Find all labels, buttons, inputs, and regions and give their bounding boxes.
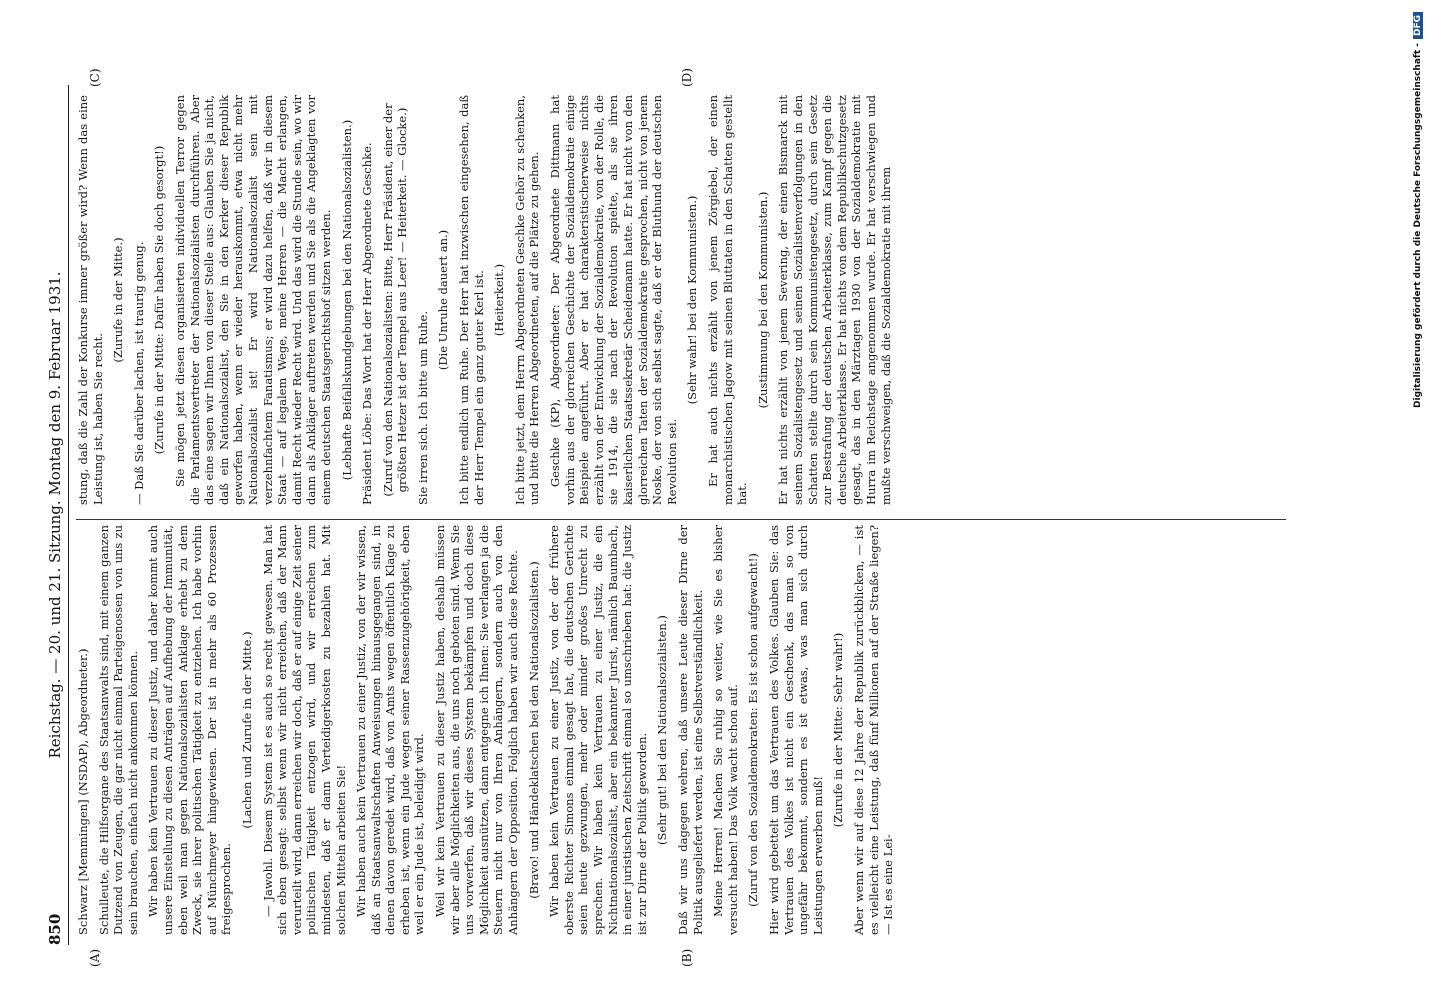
right-text-column <box>76 95 899 505</box>
paragraph: Meine Herren! Machen Sie ruhig so weiter, wie Sie es bisher versucht haben! Das Volk wacht schon auf. <box>711 525 740 935</box>
interjection: (Die Unruhe dauert an.) <box>436 229 451 371</box>
funding-text: Digitalisierung gefördert durch die Deutsche Forschungsgemeinschaft - <box>1413 43 1423 408</box>
rotated-page-content <box>40 68 1300 967</box>
interjection: (Zurufe in der Mitte: Sehr wahr!) <box>831 632 846 828</box>
paragraph: Schwarz [Memmingen] (NSDAP), Abgeordneter.) <box>76 648 90 935</box>
interjection: (Bravo! und Händeklatschen bei den Nationalsozialisten.) <box>526 561 541 899</box>
margin-mark-b: (B) <box>680 948 694 967</box>
interjection: (Heiterkeit.) <box>492 263 507 337</box>
paragraph: Weil wir kein Vertrauen zu dieser Justiz haben, deshalb müssen wir aber alle Möglichkeiten aus, die uns noch geboten sind. Wenn Sie uns vorwerfen, daß wir dieses System bekämpfen und doch diese Möglichkeit ausnützen, dann entgegne ich Ihnen: Sie verlangen ja die Steuern nicht nur von Ihren Anhängern, sondern auch von den Anhängern der Opposition. Folglich haben wir auch diese Rechte. <box>433 525 521 935</box>
paragraph: Wir haben kein Vertrauen zu dieser Justiz, und daher kommt auch unsere Einstellung zu diesen Anträgen auf Aufhebung der Immunität, eben weil man gegen Nationalsozialisten Anklage erhebt zu dem Zweck, sie ihrer politischen Tätigkeit zu entziehen. Ich habe vorhin auf Münchmeyer hingewiesen. Der ist in mehr als 60 Prozessen freigesprochen. <box>146 525 234 935</box>
paragraph: — Daß Sie darüber lachen, ist traurig genug. <box>131 241 146 505</box>
left-text-column <box>76 525 902 935</box>
paragraph: Wir haben auch kein Vertrauen zu einer Justiz, von der wir wissen, daß an Staatsanwaltschaften Anweisungen hinausgegangen sind, in denen davon geredet wird, daß von Amts wegen öffentlich Klage zu erheben ist, wenn ein Jude wegen seiner Rassenzugehörigkeit, eben weil er ein Jude ist, beleidigt wird. <box>354 525 427 935</box>
column-separator <box>76 519 1286 520</box>
funding-sidebar <box>1413 12 1431 987</box>
paragraph: — Jawohl. Diesem System ist es auch so recht gewesen. Man hat sich eben gesagt: selbst wenn wir nicht erreichen, daß der Mann verurteilt wird, dann erreichen wir doch, daß er auf einige Zeit seiner politischen Tätigkeit entzogen wird, und wir erreichen zum mindesten, daß er dann Verteidigerkosten zu bezahlen hat. Mit solchen Mitteln arbeiten Sie! <box>260 525 348 935</box>
interjection: (Zurufe in der Mitte: Dafür haben Sie doch gesorgt!) <box>152 145 167 455</box>
interjection: (Zurufe in der Mitte.) <box>111 237 126 363</box>
dfg-logo: DFG <box>1413 12 1423 39</box>
funding-note <box>1413 12 1431 987</box>
interjection: (Zustimmung bei den Kommunisten.) <box>755 191 770 409</box>
paragraph: Wir haben kein Vertrauen zu einer Justiz, von der der frühere oberste Richter Simons einmal gesagt hat, die deutschen Gerichte seien heute gezwungen, mehr oder minder großes Unrecht zu sprechen. Wir haben kein Vertrauen zu einer Justiz, die ein Nichtnationalsozialist, aber ein bekannter Jurist, nämlich Baumbach, in einer juristischen Zeitschrift einmal so umschrieben hat: die Justiz ist zur Dirne der Politik geworden. <box>547 525 649 935</box>
interjection: (Lebhafte Beifallskundgebungen bei den Nationalsozialisten.) <box>339 119 354 481</box>
paragraph: Präsident Löbe: Das Wort hat der Herr Abgeordnete Geschke. <box>360 142 375 505</box>
interjection: (Zuruf von den Sozialdemokraten: Es ist schon aufgewacht!) <box>746 553 761 907</box>
running-header <box>40 85 70 945</box>
paragraph: Er hat auch nichts erzählt von jenem Zörgiebel, der einen monarchistischen Jagow mit seinen Bluttaten in den Schatten gestellt hat. <box>705 95 750 505</box>
paragraph: Schulleute, die Hilfsorgane des Staatsanwalts sind, mit einem ganzen Dutzend von Zeugen, die gar nicht einmal Parteigenossen von uns zu sein brauchen, einfach nicht ankommen können. <box>96 525 140 935</box>
header-rule <box>68 85 69 945</box>
paragraph: stung, daß die Zahl der Konkurse immer größer wird? Wenn das eine Leistung ist, haben Sie recht. <box>76 95 105 505</box>
interjection: (Sehr wahr! bei den Kommunisten.) <box>685 195 700 405</box>
paragraph: Sie mögen jetzt diesen organisierten individuellen Terror gegen die Parlamentsvertreter der Nationalsozialisten durchführen. Aber das eine sagen wir Ihnen von dieser Stelle aus: Glauben Sie ja nicht, daß ein Nationalsozialist, den Sie in den Kerker dieser Republik geworfen haben, wenn er wieder herauskommt, etwa nicht mehr Nationalsozialist ist! Er wird Nationalsozialist sein mit verzehnfachtem Fanatismus; er wird dazu helfen, daß wir in diesem Staat — auf legalem Wege, meine Herren — die Macht erlangen, damit Recht wieder Recht wird. Und das wird die Stunde sein, wo wir dann als Ankläger auftreten werden und Sie als die Angeklagten vor einem deutschen Staatsgerichtshof sitzen werden. <box>172 95 333 505</box>
paragraph: Geschke (KP), Abgeordneter: Der Abgeordnete Dittmann hat vorhin aus der glorreichen Geschichte der Sozialdemokratie einige Beispiele angeführt. Aber er hat charakteristischerweise nichts erzählt von der Entwicklung der Sozialdemokratie, von der Rolle, die sie 1914, die sie nach der Revolution spielte, als sie ihren kaiserlichen Staatssekretär Scheidemann hatte. Er hat nicht von den glorreichen Taten der Sozialdemokratie gesprochen, nicht von jenem Noske, der von sich selbst sagte, daß er der Bluthund der deutschen Revolution sei. <box>548 95 679 505</box>
margin-mark-c: (C) <box>88 68 102 87</box>
page-number: 850 <box>46 913 64 945</box>
margin-mark-d: (D) <box>680 68 694 87</box>
interjection: (Lachen und Zurufe in der Mitte.) <box>239 631 254 829</box>
paragraph: Hier wird gebettelt um das Vertrauen des Volkes. Glauben Sie: das Vertrauen des Volkes ist nicht ein Geschenk, das man so von ungefähr bekommt, sondern es ist etwas, was man sich durch Leistungen erwerben muß! <box>766 525 825 935</box>
header-title: Reichstag. — 20. und 21. Sitzung. Montag den 9. Februar 1931. <box>46 271 64 759</box>
paragraph: Er hat nichts erzählt von jenem Severing, der einen Bismarck mit seinem Sozialistengesetz und seinen Sozialistenverfolgungen in den Schatten stellte durch sein Kommunistengesetz, durch sein Gesetz zur Bestrafung der deutschen Arbeiterklasse, zum Kampf gegen die deutsche Arbeiterklasse. Er hat nichts von dem Republikschutzgesetz gesagt, das in den Märztagen 1930 von der Sozialdemokratie mit Hurra im Reichstage angenommen wurde. Er hat verschwiegen und mußte verschweigen, daß die Sozialdemokratie mit ihrem <box>776 95 893 505</box>
paragraph: Ich bitte jetzt, dem Herrn Abgeordneten Geschke Gehör zu schenken, und bitte die Herren Abgeordneten, auf die Plätze zu gehen. <box>512 95 542 505</box>
paragraph: Ich bitte endlich um Ruhe. Der Herr hat inzwischen eingesehen, daß der Herr Tempel ein ganz guter Kerl ist. <box>457 95 486 505</box>
margin-mark-a: (A) <box>88 948 102 967</box>
interjection: (Zuruf von den Nationalsozialisten: Bitte, Herr Präsident, einer der größten Hetzer ist der Tempel aus Leer! — Heiterkeit. — Glocke.) <box>380 103 410 497</box>
paragraph: Daß wir uns dagegen wehren, daß unsere Leute dieser Dirne der Politik ausgeliefert werden, ist eine Selbstverständlichkeit. <box>675 525 705 935</box>
paragraph: Aber wenn wir auf diese 12 Jahre der Republik zurückblicken, — ist es vielleicht eine Leistung, daß fünf Millionen auf der Straße liegen? — Ist es eine Lei- <box>851 525 896 935</box>
paragraph: Sie irren sich. Ich bitte um Ruhe. <box>415 311 430 505</box>
interjection: (Sehr gut! bei den Nationalsozialisten.) <box>655 615 670 845</box>
